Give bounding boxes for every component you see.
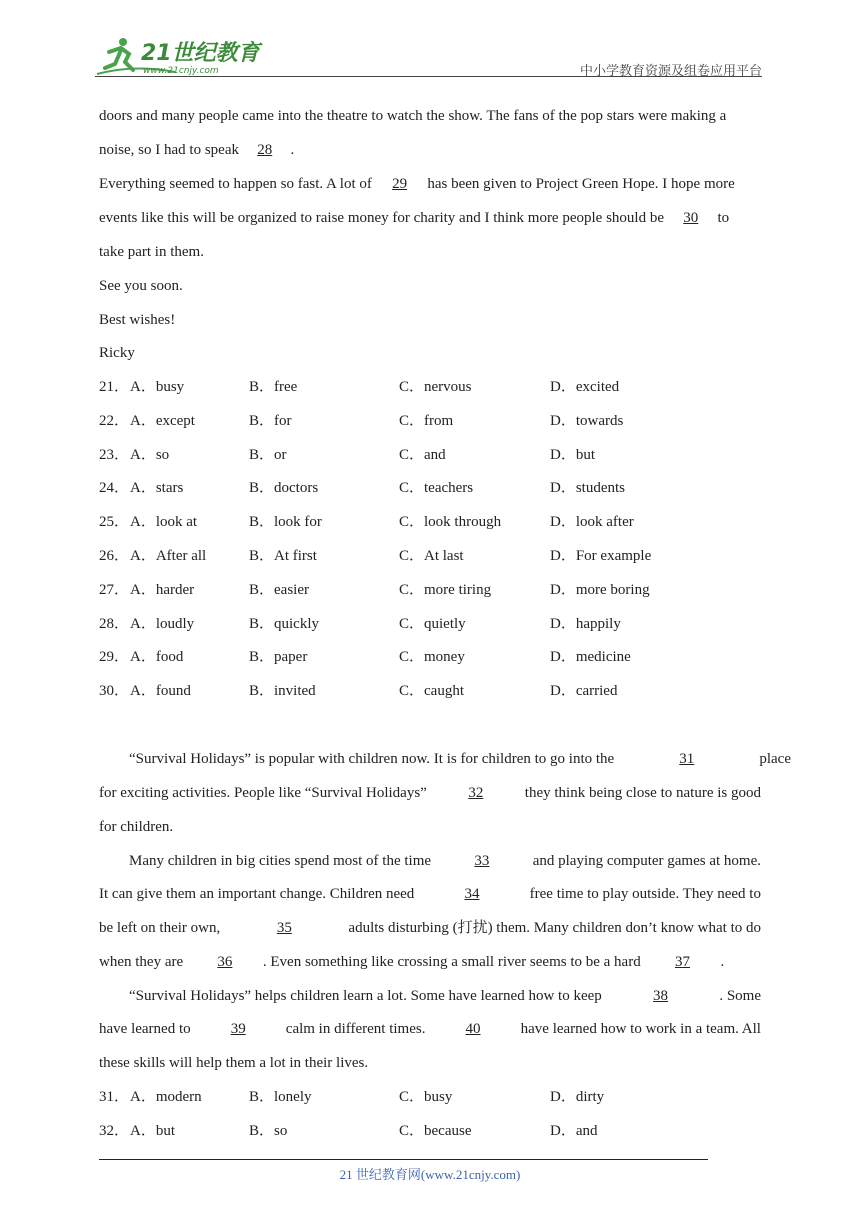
blank-34[interactable]: 34	[464, 886, 480, 902]
question-options	[99, 377, 719, 397]
option-c[interactable]: C．nervous	[399, 379, 472, 395]
option-c[interactable]: C．look through	[399, 514, 502, 531]
question-number: 22．	[99, 412, 130, 429]
question-number: 26．	[99, 548, 130, 564]
blank-31[interactable]: 31	[679, 751, 695, 767]
option-d[interactable]: D．towards	[550, 412, 624, 429]
question-number: 32．	[99, 1122, 130, 1139]
question-options	[99, 478, 719, 498]
option-c[interactable]: C．more tiring	[399, 581, 492, 598]
option-d[interactable]: D．happily	[550, 615, 621, 632]
question-options	[99, 580, 719, 600]
option-c[interactable]: C．because	[399, 1122, 472, 1139]
option-a[interactable]: A．except	[130, 412, 195, 429]
option-a[interactable]: A．found	[130, 683, 191, 700]
option-b[interactable]: B．or	[249, 446, 287, 463]
blank-32[interactable]: 32	[468, 785, 484, 801]
site-logo	[95, 34, 275, 78]
option-a[interactable]: A．loudly	[130, 615, 195, 632]
option-b[interactable]: B．doctors	[249, 480, 319, 497]
passage-line: Best wishes!	[99, 312, 176, 328]
question-options	[99, 512, 719, 532]
question-number: 30．	[99, 683, 130, 700]
blank-35[interactable]: 35	[276, 920, 292, 936]
runner-logo-icon	[95, 34, 275, 78]
option-a[interactable]: A．After all	[130, 548, 207, 564]
question-options	[99, 647, 719, 667]
option-d[interactable]: D．For example	[550, 548, 652, 564]
question-number: 24．	[99, 480, 130, 497]
option-c[interactable]: C．teachers	[399, 480, 474, 497]
passage-line: for children.	[99, 819, 174, 835]
question-number: 29．	[99, 649, 130, 666]
option-b[interactable]: B．invited	[249, 683, 316, 700]
blank-36[interactable]: 36	[217, 954, 233, 970]
option-b[interactable]: B．paper	[249, 649, 308, 666]
passage-line: noise, so I had to speak 28 .	[99, 142, 295, 158]
option-c[interactable]: C．busy	[399, 1089, 453, 1105]
logo-text: 21世纪教育	[141, 41, 260, 66]
passage-line: for exciting activities. People like “Survival Holidays” 32 they think being close to nature is good	[99, 785, 761, 801]
passage-line: these skills will help them a lot in their lives.	[99, 1055, 369, 1071]
option-d[interactable]: D．carried	[550, 683, 618, 700]
option-c[interactable]: C．from	[399, 412, 454, 429]
passage-line: Everything seemed to happen so fast. A lot of 29 has been given to Project Green Hope. I hope more	[99, 176, 735, 192]
page-header	[95, 34, 762, 78]
question-options	[99, 1121, 719, 1141]
passage-line: doors and many people came into the theatre to watch the show. The fans of the pop stars were making a	[99, 108, 727, 124]
option-d[interactable]: D．and	[550, 1122, 598, 1139]
passage-line: take part in them.	[99, 244, 204, 260]
passage-line: Many children in big cities spend most of the time 33 and playing computer games at home.	[129, 853, 761, 869]
option-d[interactable]: D．dirty	[550, 1089, 605, 1105]
logo-subtext: www.21cnjy.com	[143, 66, 219, 76]
option-d[interactable]: D．excited	[550, 379, 620, 395]
passage-line: “Survival Holidays” is popular with children now. It is for children to go into the 31 place	[129, 751, 791, 767]
option-c[interactable]: C．caught	[399, 683, 464, 700]
option-a[interactable]: A．look at	[130, 514, 198, 531]
question-number: 27．	[99, 581, 130, 598]
question-number: 28．	[99, 615, 130, 632]
option-b[interactable]: B．free	[249, 379, 298, 395]
option-c[interactable]: C．and	[399, 446, 446, 463]
platform-name: 中小学教育资源及组卷应用平台	[579, 64, 762, 79]
question-number: 23．	[99, 446, 130, 463]
question-number: 31．	[99, 1089, 130, 1105]
blank-29[interactable]: 29	[392, 176, 408, 192]
passage-line: events like this will be organized to raise money for charity and I think more people should be 30 to	[99, 210, 730, 226]
option-b[interactable]: B．At first	[249, 548, 317, 564]
option-d[interactable]: D．look after	[550, 514, 634, 531]
option-b[interactable]: B．lonely	[249, 1089, 312, 1105]
option-a[interactable]: A．so	[130, 446, 170, 463]
question-options	[99, 445, 719, 465]
option-b[interactable]: B．so	[249, 1122, 288, 1139]
option-a[interactable]: A．busy	[130, 379, 185, 395]
header-divider	[95, 76, 762, 77]
question-options	[99, 546, 719, 566]
option-d[interactable]: D．more boring	[550, 581, 650, 598]
signature: Ricky	[99, 345, 135, 361]
option-d[interactable]: D．but	[550, 446, 596, 463]
question-options	[99, 411, 719, 431]
footer-divider	[99, 1159, 708, 1160]
footer-text: 21 世纪教育网(www.21cnjy.com)	[339, 1167, 521, 1182]
option-d[interactable]: D．medicine	[550, 649, 631, 666]
blank-39[interactable]: 39	[230, 1021, 246, 1037]
passage-line: See you soon.	[99, 278, 183, 294]
option-b[interactable]: B．quickly	[249, 615, 319, 632]
option-b[interactable]: B．for	[249, 412, 292, 429]
option-c[interactable]: C．At last	[399, 548, 464, 564]
blank-28[interactable]: 28	[257, 142, 273, 158]
question-number: 21．	[99, 379, 130, 395]
option-d[interactable]: D．students	[550, 480, 626, 497]
question-options	[99, 614, 719, 634]
option-c[interactable]: C．money	[399, 649, 465, 666]
blank-37[interactable]: 37	[674, 954, 690, 970]
passage-line: when they are 36 . Even something like crossing a small river seems to be a hard 37 .	[99, 954, 725, 970]
passage-line: have learned to 39 calm in different times. 40 have learned how to work in a team. All	[99, 1021, 761, 1037]
passage-line: be left on their own, 35 adults disturbing (打扰) them. Many children don’t know what to do	[99, 920, 761, 936]
blank-33[interactable]: 33	[474, 853, 490, 869]
passage-line: It can give them an important change. Children need 34 free time to play outside. They need to	[99, 886, 761, 902]
question-number: 25．	[99, 514, 130, 531]
option-a[interactable]: A．stars	[130, 480, 184, 497]
passage-line: “Survival Holidays” helps children learn a lot. Some have learned how to keep 38 . Some	[129, 988, 761, 1004]
option-b[interactable]: B．look for	[249, 514, 322, 531]
option-a[interactable]: A．but	[130, 1122, 176, 1139]
blank-40[interactable]: 40	[465, 1021, 481, 1037]
question-options	[99, 1087, 719, 1107]
option-a[interactable]: A．harder	[130, 581, 195, 598]
blank-30[interactable]: 30	[683, 210, 699, 226]
option-a[interactable]: A．modern	[130, 1089, 202, 1105]
blank-38[interactable]: 38	[653, 988, 669, 1004]
option-b[interactable]: B．easier	[249, 581, 309, 598]
option-c[interactable]: C．quietly	[399, 615, 466, 632]
option-a[interactable]: A．food	[130, 649, 184, 666]
question-options	[99, 681, 719, 701]
